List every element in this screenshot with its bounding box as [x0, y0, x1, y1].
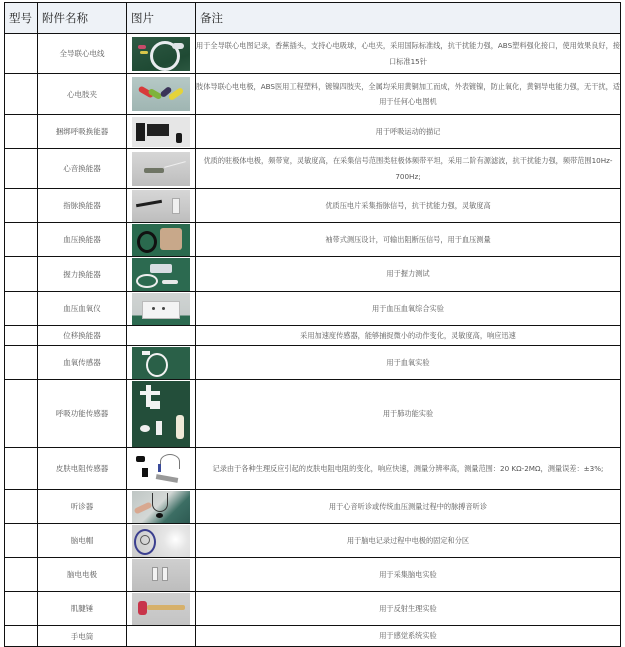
accessory-name: 位移换能器 — [38, 326, 127, 346]
model-cell — [5, 380, 38, 448]
accessory-note: 用于全导联心电图记录，香蕉插头，支持心电吸球，心电夹，采用国际标准线，抗干扰能力强，ABS塑料强化接口，使用效果良好，接口标准15针 — [196, 34, 621, 74]
finger-pulse-transducer-photo — [132, 190, 190, 222]
accessory-name: 握力换能器 — [38, 257, 127, 292]
accessory-note: 袖带式测压设计，可输出阻断压信号，用于血压测量 — [196, 223, 621, 257]
accessory-note: 用于呼吸运动的描记 — [196, 115, 621, 149]
accessory-name: 全导联心电线 — [38, 34, 127, 74]
heart-sound-transducer-photo — [132, 152, 190, 186]
ecg-lead-cable-photo — [132, 37, 190, 71]
accessory-image-cell — [127, 149, 196, 189]
table-row — [5, 558, 621, 592]
table-row — [5, 592, 621, 626]
accessory-image-cell — [127, 346, 196, 380]
table-row — [5, 74, 621, 115]
accessory-name: 心音换能器 — [38, 149, 127, 189]
model-cell — [5, 626, 38, 647]
model-cell — [5, 74, 38, 115]
accessory-name: 呼吸功能传感器 — [38, 380, 127, 448]
model-cell — [5, 346, 38, 380]
accessory-image-cell — [127, 189, 196, 223]
table-row — [5, 326, 621, 346]
model-cell — [5, 448, 38, 490]
table-row — [5, 292, 621, 326]
table-row — [5, 115, 621, 149]
accessory-name: 脑电电极 — [38, 558, 127, 592]
accessory-note: 优质压电片采集指脉信号，抗干扰能力强，灵敏度高 — [196, 189, 621, 223]
accessory-note: 记录由于各种生理反应引起的皮肤电阻电阻的变化，响应快速，测量分辨率高，测量范围：20 KΩ-2MΩ，测量误差：±3%; — [196, 448, 621, 490]
accessory-name: 捆绑呼吸换能器 — [38, 115, 127, 149]
model-cell — [5, 223, 38, 257]
accessory-image-cell — [127, 490, 196, 524]
accessory-name: 手电筒 — [38, 626, 127, 647]
accessory-name: 血压血氧仪 — [38, 292, 127, 326]
accessory-image-cell — [127, 558, 196, 592]
accessory-note: 用于感觉系统实验 — [196, 626, 621, 647]
accessory-image-cell — [127, 524, 196, 558]
accessory-note: 用于血压血氧综合实验 — [196, 292, 621, 326]
blood-pressure-transducer-photo — [132, 224, 190, 256]
accessory-note: 用于血氧实验 — [196, 346, 621, 380]
accessory-note: 用于握力测试 — [196, 257, 621, 292]
accessory-note: 优质的驻极体电极，频带宽，灵敏度高，在采集信号范围类驻极体频带平坦，采用二阶有源滤波，抗干扰能力强，频带范围10Hz-700Hz; — [196, 149, 621, 189]
accessory-image-cell — [127, 448, 196, 490]
model-cell — [5, 149, 38, 189]
accessory-image-cell — [127, 592, 196, 626]
accessory-name: 血氧传感器 — [38, 346, 127, 380]
model-cell — [5, 292, 38, 326]
table-row — [5, 524, 621, 558]
table-row — [5, 189, 621, 223]
accessory-name: 听诊器 — [38, 490, 127, 524]
accessory-name: 血压换能器 — [38, 223, 127, 257]
accessory-image-cell — [127, 115, 196, 149]
accessory-image-cell — [127, 626, 196, 647]
table-row — [5, 448, 621, 490]
skin-resistance-sensor-photo — [132, 450, 190, 488]
grip-force-transducer-photo — [132, 258, 190, 291]
table-row — [5, 490, 621, 524]
accessory-image-cell — [127, 292, 196, 326]
accessory-name: 心电肢夹 — [38, 74, 127, 115]
accessory-note: 用于反射生理实验 — [196, 592, 621, 626]
accessory-name: 皮肤电阻传感器 — [38, 448, 127, 490]
accessory-note: 用于脑电记录过程中电极的固定和分区 — [196, 524, 621, 558]
accessory-image-cell — [127, 223, 196, 257]
header-image: 图片 — [127, 3, 196, 34]
accessory-image-cell — [127, 326, 196, 346]
table-row — [5, 149, 621, 189]
model-cell — [5, 558, 38, 592]
accessory-name: 肌腱锤 — [38, 592, 127, 626]
model-cell — [5, 189, 38, 223]
accessory-spec-table — [4, 2, 621, 647]
accessory-note: 用于心音听诊或传统血压测量过程中的脉搏音听诊 — [196, 490, 621, 524]
accessory-name: 指脉换能器 — [38, 189, 127, 223]
ecg-limb-clamps-photo — [132, 77, 190, 111]
reflex-hammer-photo — [132, 593, 190, 625]
table-row — [5, 626, 621, 647]
accessory-image-cell — [127, 257, 196, 292]
model-cell — [5, 592, 38, 626]
respiratory-function-sensor-photo — [132, 381, 190, 447]
accessory-note: 用于肺功能实验 — [196, 380, 621, 448]
respiration-belt-transducer-photo — [132, 117, 190, 147]
header-model: 型号 — [5, 3, 38, 34]
table-header-row — [5, 3, 621, 34]
accessory-note: 肢体导联心电电极，ABS医用工程塑料，镀镍四肢夹，全属均采用黄铜加工而成，外表镀镍，防止氧化，黄铜导电能力强，无干扰，适用于任何心电图机 — [196, 74, 621, 115]
eeg-electrodes-photo — [132, 559, 190, 591]
table-row — [5, 257, 621, 292]
bp-spo2-monitor-photo — [132, 293, 190, 325]
accessory-note: 采用加速度传感器，能够捕捉微小的动作变化，灵敏度高，响应迅速 — [196, 326, 621, 346]
accessory-name: 脑电帽 — [38, 524, 127, 558]
table-row — [5, 380, 621, 448]
model-cell — [5, 524, 38, 558]
accessory-note: 用于采集脑电实验 — [196, 558, 621, 592]
eeg-cap-photo — [132, 525, 190, 557]
accessory-image-cell — [127, 380, 196, 448]
model-cell — [5, 490, 38, 524]
model-cell — [5, 326, 38, 346]
header-name: 附件名称 — [38, 3, 127, 34]
accessory-image-cell — [127, 34, 196, 74]
model-cell — [5, 34, 38, 74]
accessory-image-cell — [127, 74, 196, 115]
model-cell — [5, 115, 38, 149]
table-row — [5, 223, 621, 257]
table-row — [5, 34, 621, 74]
header-note: 备注 — [196, 3, 621, 34]
model-cell — [5, 257, 38, 292]
spo2-sensor-photo — [132, 347, 190, 379]
stethoscope-photo — [132, 491, 190, 523]
table-row — [5, 346, 621, 380]
